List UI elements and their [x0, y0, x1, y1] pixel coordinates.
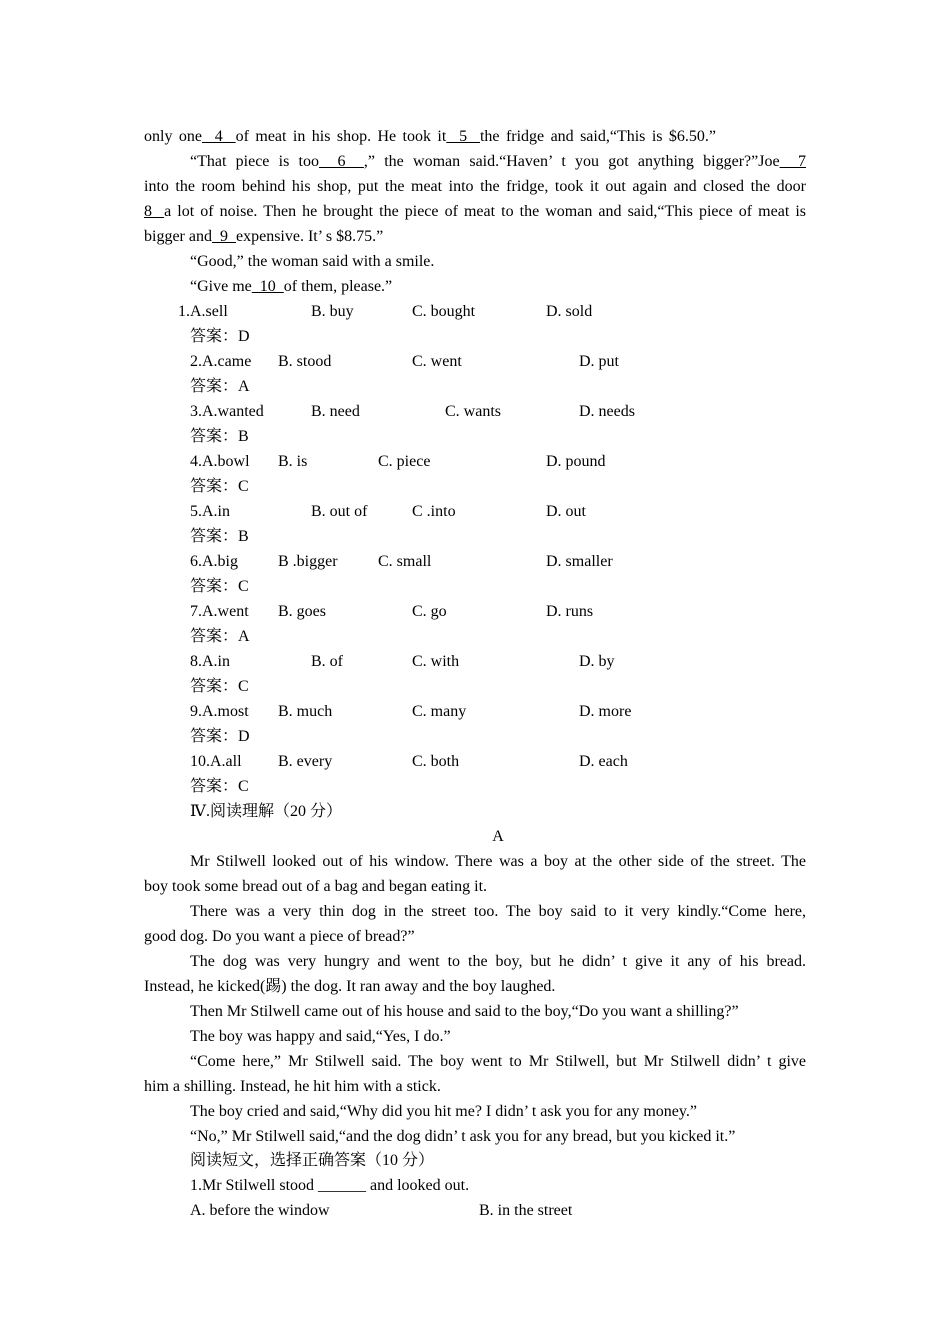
option-a: 10.A.all — [190, 753, 242, 770]
blank-6: 6 — [318, 153, 364, 170]
answer-2: 答案：A — [190, 378, 250, 395]
reading-label: A — [492, 828, 504, 845]
option-a: 2.A.came — [190, 353, 252, 370]
option-c: C. both — [412, 753, 460, 770]
blank-10: 10 — [251, 278, 284, 295]
option-b: B. much — [278, 703, 333, 720]
story-line-3: There was a very thin dog in the street too. The boy said to it very kindly.“Come here, — [190, 903, 806, 920]
option-d: D. more — [579, 703, 632, 720]
story-line-11: The boy cried and said,“Why did you hit me? I didn’ t ask you for any money.” — [190, 1103, 697, 1120]
option-a: 4.A.bowl — [190, 453, 250, 470]
question-8 — [0, 649, 950, 674]
story-line-6: Instead, he kicked(踢) the dog. It ran away and the boy laughed. — [144, 978, 556, 995]
story-line-8: The boy was happy and said,“Yes, I do.” — [190, 1028, 451, 1045]
answer-7: 答案：A — [190, 628, 250, 645]
story-line-4: good dog. Do you want a piece of bread?” — [144, 928, 415, 945]
blank-5: 5 — [446, 128, 480, 145]
answer-5: 答案：B — [190, 528, 249, 545]
answer-9: 答案：D — [190, 728, 250, 745]
reading-question-1-options — [0, 1198, 950, 1223]
passage-line-1: only one 4 of meat in his shop. He took it 5 the fridge and said,“This is $6.50.” — [144, 128, 717, 145]
option-b: B. is — [278, 453, 308, 470]
option-d: D. smaller — [546, 553, 613, 570]
instructions: 阅读短文，选择正确答案（10 分） — [190, 1152, 435, 1169]
question-3 — [0, 399, 950, 424]
answer-4: 答案：C — [190, 478, 249, 495]
story-line-2: boy took some bread out of a bag and began eating it. — [144, 878, 488, 895]
option-a: 1.A.sell — [178, 303, 228, 320]
option-d: D. each — [579, 753, 628, 770]
option-a: 5.A.in — [190, 503, 230, 520]
story-line-10: him a shilling. Instead, he hit him with a stick. — [144, 1078, 441, 1095]
option-c: C .into — [412, 503, 456, 520]
answer-1: 答案：D — [190, 328, 250, 345]
option-b: B. every — [278, 753, 333, 770]
option-c: C. wants — [445, 403, 501, 420]
option-c: C. with — [412, 653, 460, 670]
question-7 — [0, 599, 950, 624]
option-b: B. need — [311, 403, 360, 420]
option-b: B. in the street — [479, 1202, 573, 1219]
option-c: C. many — [412, 703, 467, 720]
option-d: D. runs — [546, 603, 594, 620]
story-line-9: “Come here,” Mr Stilwell said. The boy went to Mr Stilwell, but Mr Stilwell didn’ t give — [190, 1053, 806, 1070]
passage-line-4: 8 a lot of noise. Then he brought the piece of meat to the woman and said,“This piece of meat is — [144, 203, 807, 220]
option-a: A. before the window — [190, 1202, 330, 1219]
option-b: B .bigger — [278, 553, 338, 570]
option-a: 3.A.wanted — [190, 403, 264, 420]
passage-line-5: bigger and 9 expensive. It’ s $8.75.” — [144, 228, 384, 245]
option-b: B. goes — [278, 603, 326, 620]
question-2 — [0, 349, 950, 374]
passage-line-3: into the room behind his shop, put the meat into the fridge, took it out again and closed the door — [144, 178, 806, 195]
blank-7: 7 — [779, 153, 807, 170]
option-c: C. go — [412, 603, 447, 620]
passage-line-7: “Give me 10 of them, please.” — [190, 278, 393, 295]
reading-question-1: 1.Mr Stilwell stood ______ and looked out. — [190, 1177, 470, 1194]
story-line-7: Then Mr Stilwell came out of his house and said to the boy,“Do you want a shilling?” — [190, 1003, 739, 1020]
option-c: C. piece — [378, 453, 431, 470]
option-b: B. out of — [311, 503, 368, 520]
question-10 — [0, 749, 950, 774]
answer-10: 答案：C — [190, 778, 249, 795]
option-c: C. small — [378, 553, 432, 570]
question-9 — [0, 699, 950, 724]
story-line-12: “No,” Mr Stilwell said,“and the dog didn’ t ask you for any bread, but you kicked it.” — [190, 1128, 736, 1145]
passage-line-2: “That piece is too 6 ,” the woman said.“Haven’ t you got anything bigger?”Joe 7 — [190, 153, 807, 170]
blank-9: 9 — [211, 228, 236, 245]
question-4 — [0, 449, 950, 474]
story-line-1: Mr Stilwell looked out of his window. There was a boy at the other side of the street. The — [190, 853, 806, 870]
answer-3: 答案：B — [190, 428, 249, 445]
passage-line-6: “Good,” the woman said with a smile. — [190, 253, 435, 270]
question-6 — [0, 549, 950, 574]
option-a: 6.A.big — [190, 553, 238, 570]
section-heading: Ⅳ.阅读理解（20 分） — [190, 803, 342, 820]
option-a: 7.A.went — [190, 603, 249, 620]
option-d: D. put — [579, 353, 619, 370]
option-d: D. needs — [579, 403, 635, 420]
option-d: D. out — [546, 503, 586, 520]
blank-4: 4 — [201, 128, 236, 145]
option-a: 8.A.in — [190, 653, 230, 670]
option-d: D. by — [579, 653, 615, 670]
option-c: C. went — [412, 353, 462, 370]
option-b: B. of — [311, 653, 343, 670]
option-a: 9.A.most — [190, 703, 249, 720]
question-1 — [0, 299, 950, 324]
option-d: D. sold — [546, 303, 593, 320]
option-c: C. bought — [412, 303, 476, 320]
answer-6: 答案：C — [190, 578, 249, 595]
question-5 — [0, 499, 950, 524]
story-line-5: The dog was very hungry and went to the boy, but he didn’ t give it any of his bread. — [190, 953, 806, 970]
option-b: B. buy — [311, 303, 354, 320]
answer-8: 答案：C — [190, 678, 249, 695]
option-b: B. stood — [278, 353, 332, 370]
blank-8: 8 — [144, 203, 165, 220]
option-d: D. pound — [546, 453, 606, 470]
